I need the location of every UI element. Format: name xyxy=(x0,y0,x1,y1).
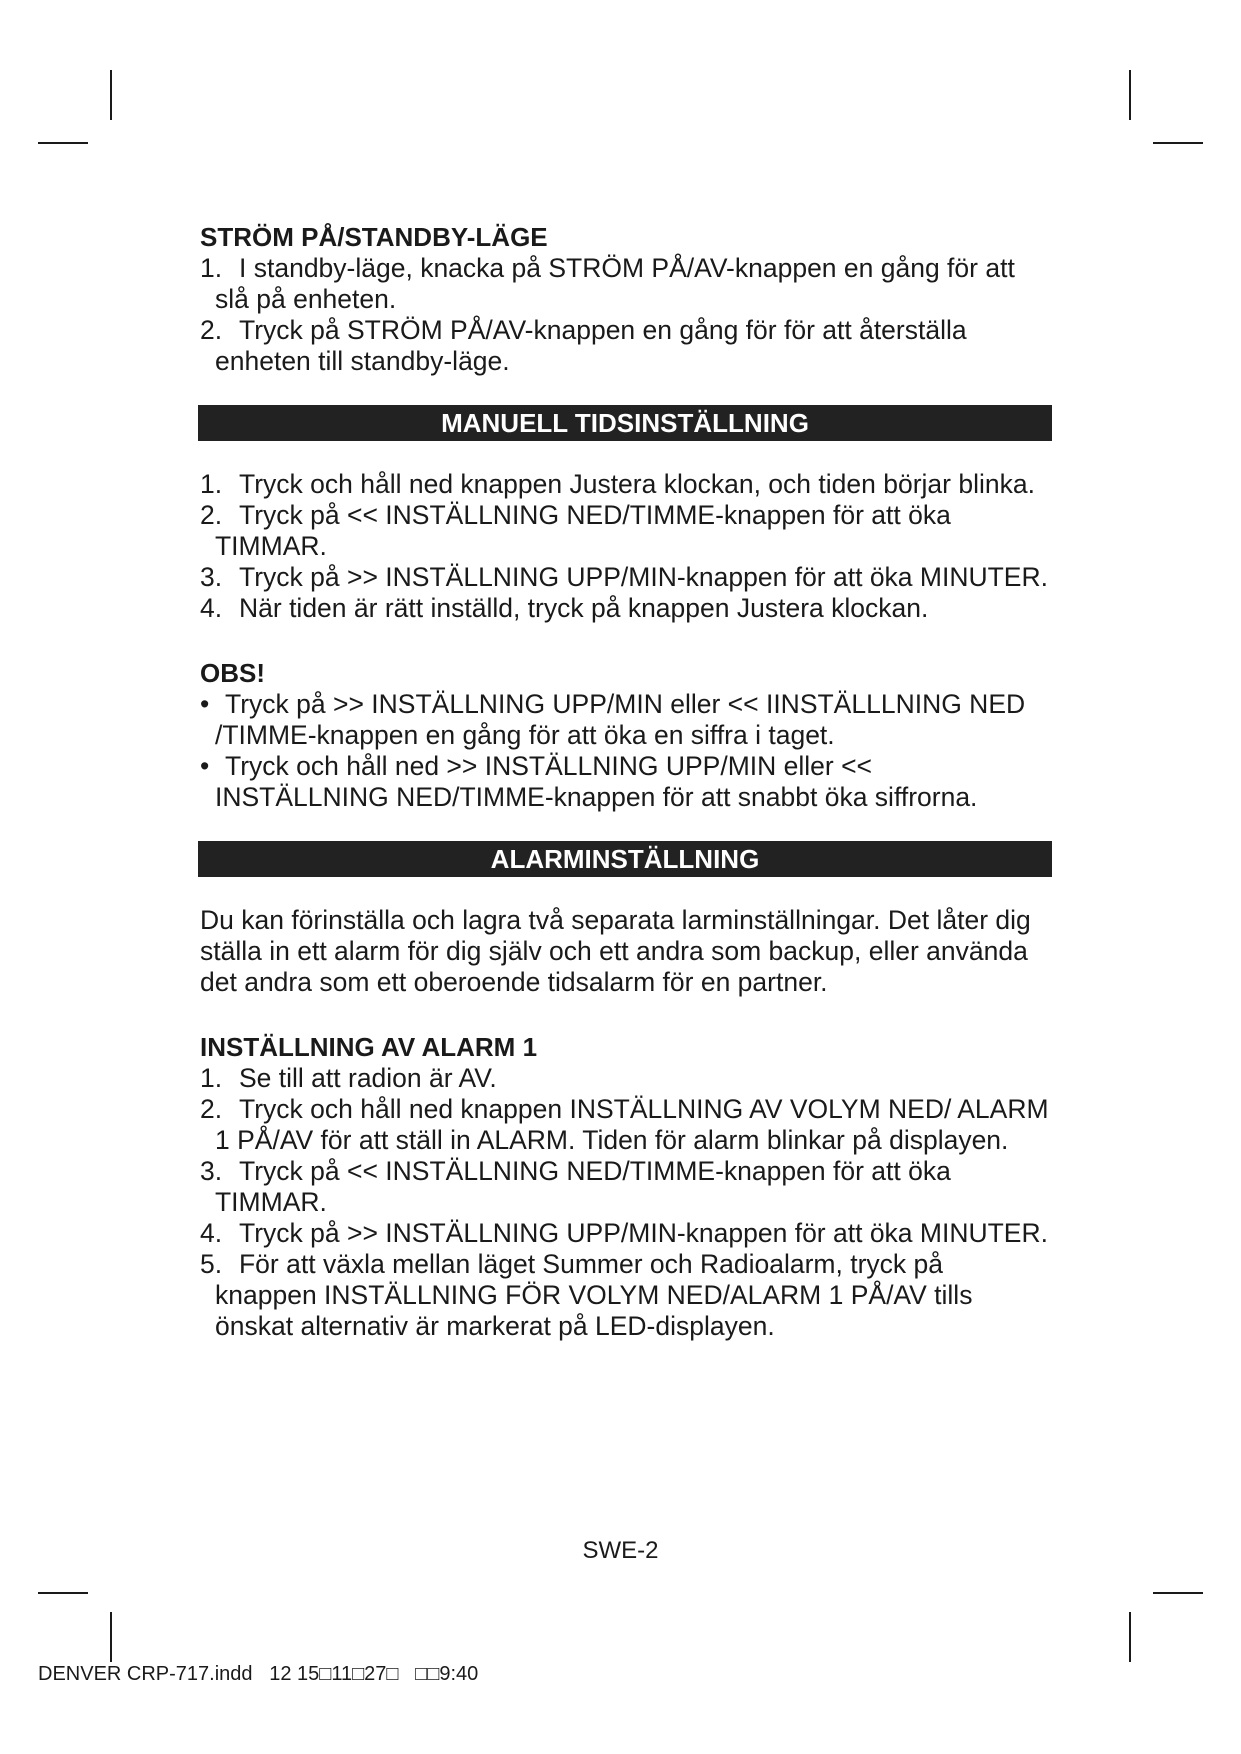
list-item: 2. Tryck på << INSTÄLLNING NED/TIMME-knappen för att öka TIMMAR. xyxy=(200,500,951,561)
print-slug: DENVER CRP-717.indd 12 15□11□27□ □□9:40 xyxy=(38,1663,479,1685)
section-bar-alarm: ALARMINSTÄLLNING xyxy=(198,841,1052,877)
list-item: 5. För att växla mellan läget Summer och Radioalarm, tryck på knappen INSTÄLLNING FÖR VOLYM NED/ALARM 1 PÅ/AV tills önskat alternativ är markerat på LED-displayen. xyxy=(200,1249,973,1341)
list-item: 3. Tryck på >> INSTÄLLNING UPP/MIN-knappen för att öka MINUTER. xyxy=(200,562,1048,592)
list-item: 4. Tryck på >> INSTÄLLNING UPP/MIN-knappen för att öka MINUTER. xyxy=(200,1218,1048,1248)
list-item: 2. Tryck och håll ned knappen INSTÄLLNING AV VOLYM NED/ ALARM 1 PÅ/AV för att ställ in ALARM. Tiden för alarm blinkar på displayen. xyxy=(200,1094,1049,1155)
list-item: 1. Se till att radion är AV. xyxy=(200,1063,497,1093)
section-bar-manual-time: MANUELL TIDSINSTÄLLNING xyxy=(198,405,1052,441)
page-number: SWE-2 xyxy=(582,1537,659,1564)
bullet-item: • Tryck och håll ned >> INSTÄLLNING UPP/MIN eller << INSTÄLLNING NED/TIMME-knappen för att snabbt öka siffrorna. xyxy=(200,751,978,812)
list-item: 2. Tryck på STRÖM PÅ/AV-knappen en gång för för att återställa enheten till standby-läge. xyxy=(200,315,967,376)
section-heading-standby: STRÖM PÅ/STANDBY-LÄGE xyxy=(200,222,548,252)
list-item: 1. Tryck och håll ned knappen Justera klockan, och tiden börjar blinka. xyxy=(200,469,1035,499)
page-content xyxy=(200,222,1050,1342)
crop-mark xyxy=(1153,142,1203,144)
section-heading-note: OBS! xyxy=(200,658,265,688)
list-item: 4. När tiden är rätt inställd, tryck på knappen Justera klockan. xyxy=(200,593,929,623)
list-item: 3. Tryck på << INSTÄLLNING NED/TIMME-knappen för att öka TIMMAR. xyxy=(200,1156,951,1217)
list-item: 1. I standby-läge, knacka på STRÖM PÅ/AV-knappen en gång för att slå på enheten. xyxy=(200,253,1015,314)
crop-mark xyxy=(110,1612,112,1662)
crop-mark xyxy=(1153,1592,1203,1594)
bullet-item: • Tryck på >> INSTÄLLNING UPP/MIN eller << IINSTÄLLLNING NED /TIMME-knappen en gång för att öka en siffra i taget. xyxy=(200,689,1026,750)
crop-mark xyxy=(38,142,88,144)
crop-mark xyxy=(1129,1612,1131,1662)
section-heading-alarm1: INSTÄLLNING AV ALARM 1 xyxy=(200,1032,538,1062)
alarm-intro-paragraph: Du kan förinställa och lagra två separata larminställningar. Det låter dig ställa in ett alarm för dig själv och ett andra som backup, eller använda det andra som ett oberoende tidsalarm för en partner. xyxy=(200,905,1031,997)
crop-mark xyxy=(1129,70,1131,120)
crop-mark xyxy=(38,1592,88,1594)
crop-mark xyxy=(110,70,112,120)
